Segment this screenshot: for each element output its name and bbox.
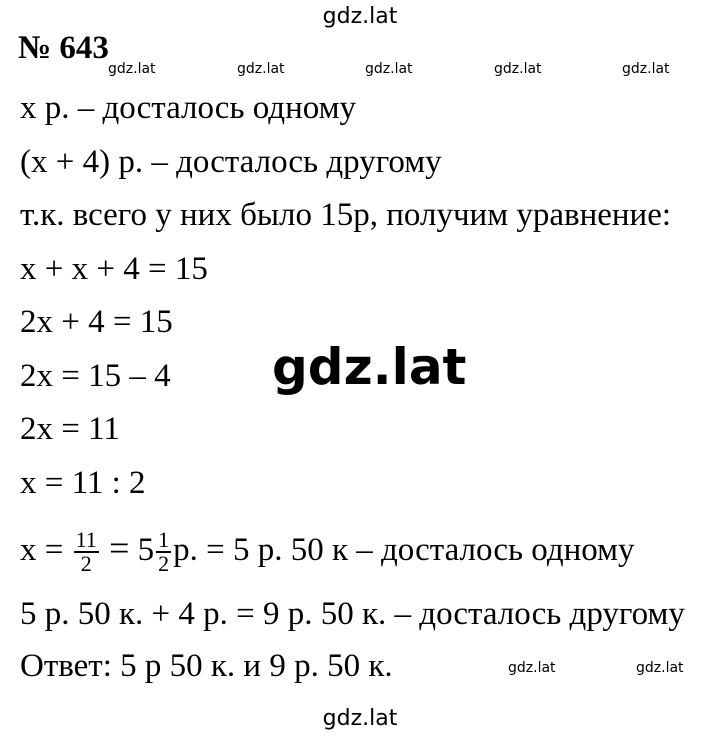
- fraction-numerator: 11: [75, 527, 97, 553]
- watermark-top: gdz.lat: [322, 4, 398, 29]
- equation-line: 2x = 15 – 4: [20, 358, 171, 394]
- mixed-number-whole: 5: [137, 532, 155, 568]
- watermark-small: gdz.lat: [636, 660, 684, 676]
- equals-sign: =: [109, 528, 130, 568]
- watermark-small: gdz.lat: [622, 61, 670, 77]
- answer-line: Ответ: 5 р 50 к. и 9 р. 50 к.: [20, 648, 393, 684]
- watermark-center: gdz.lat: [272, 338, 467, 396]
- fraction-line-tail: р. = 5 р. 50 к – досталось одному: [173, 532, 635, 568]
- solution-line: (x + 4) р. – досталось другому: [20, 144, 442, 180]
- mixed-fraction: [156, 529, 171, 575]
- fraction-equation-line: [20, 528, 635, 575]
- watermark-small: gdz.lat: [494, 61, 542, 77]
- watermark-small: gdz.lat: [508, 660, 556, 676]
- equation-line: 2x = 11: [20, 411, 120, 447]
- watermark-bottom: gdz.lat: [322, 706, 398, 731]
- fraction: [74, 529, 99, 575]
- equation-line: x = 11 : 2: [20, 465, 146, 501]
- equation-line: x + x + 4 = 15: [20, 251, 208, 287]
- fraction-lead: x =: [20, 532, 64, 568]
- solution-line: т.к. всего у них было 15р, получим уравнение:: [20, 197, 672, 233]
- solution-line: x р. – досталось одному: [20, 90, 357, 126]
- solution-line: 5 р. 50 к. + 4 р. = 9 р. 50 к. – досталось другому: [20, 596, 685, 632]
- mixed-fraction-denominator: 2: [158, 551, 170, 577]
- fraction-denominator: 2: [80, 551, 92, 577]
- mixed-fraction-numerator: 1: [158, 527, 170, 553]
- watermark-small: gdz.lat: [108, 61, 156, 77]
- watermark-small: gdz.lat: [365, 61, 413, 77]
- problem-number: № 643: [18, 30, 109, 66]
- watermark-small: gdz.lat: [237, 61, 285, 77]
- equation-line: 2x + 4 = 15: [20, 304, 173, 340]
